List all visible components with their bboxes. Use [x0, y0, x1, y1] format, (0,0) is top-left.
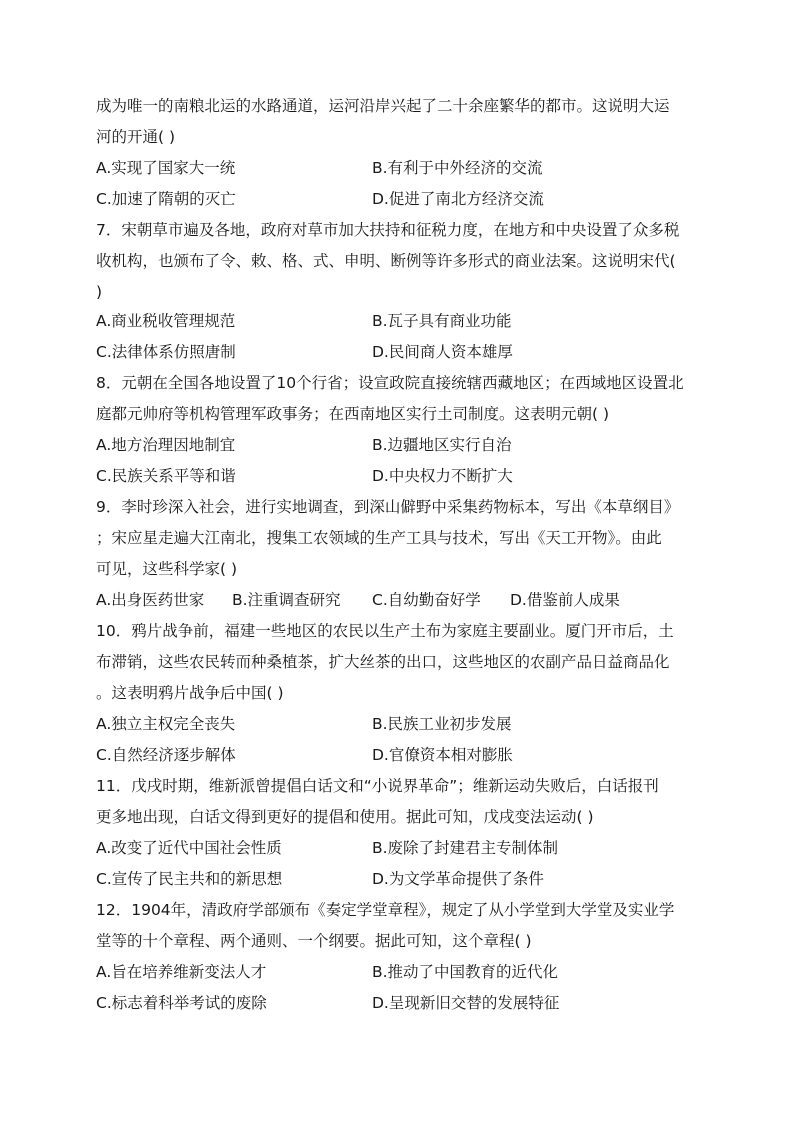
q7-option-d: D.民间商人资本雄厚 — [372, 343, 513, 361]
q6-option-d: D.促进了南北方经济交流 — [372, 190, 544, 208]
q10-text-line: 布滞销，这些农民转而种桑植茶，扩大丝茶的出口，这些地区的农副产品日益商品化 — [96, 653, 670, 671]
q8-option-d: D.中央权力不断扩大 — [372, 467, 513, 485]
q11-text-line: 更多地出现，白话文得到更好的提倡和使用。据此可知，戊戌变法运动( ) — [96, 808, 594, 826]
q7-text-line: 7．宋朝草市遍及各地，政府对草市加大扶持和征税力度，在地方和中央设置了众多税 — [96, 221, 680, 239]
q9-option-b: B.注重调查研究 — [232, 591, 341, 609]
q6-option-b: B.有利于中外经济的交流 — [372, 159, 543, 177]
q10-option-b: B.民族工业初步发展 — [372, 715, 512, 733]
q6-text-line: 河的开通( ) — [96, 128, 176, 146]
q9-option-d: D.借鉴前人成果 — [510, 591, 620, 609]
q7-text-line: 收机构，也颁布了令、敕、格、式、申明、断例等许多形式的商业法案。这说明宋代( — [96, 252, 676, 270]
q8-option-b: B.边疆地区实行自治 — [372, 436, 512, 454]
q10-option-c: C.自然经济逐步解体 — [96, 746, 236, 764]
q7-option-c: C.法律体系仿照唐制 — [96, 343, 236, 361]
q8-text-line: 8．元朝在全国各地设置了10个行省；设宣政院直接统辖西藏地区；在西域地区设置北 — [96, 374, 684, 392]
q6-option-a: A.实现了国家大一统 — [96, 159, 236, 177]
q9-text-line: 可见，这些科学家( ) — [96, 560, 238, 578]
q7-option-a: A.商业税收管理规范 — [96, 312, 236, 330]
q11-option-a: A.改变了近代中国社会性质 — [96, 839, 282, 857]
q7-option-b: B.瓦子具有商业功能 — [372, 312, 512, 330]
q12-option-d: D.呈现新旧交替的发展特征 — [372, 994, 560, 1012]
q8-option-a: A.地方治理因地制宜 — [96, 436, 236, 454]
q6-option-c: C.加速了隋朝的灭亡 — [96, 190, 236, 208]
q9-option-c: C.自幼勤奋好学 — [372, 591, 481, 609]
q10-option-d: D.官僚资本相对膨胀 — [372, 746, 513, 764]
q9-text-line: ；宋应星走遍大江南北，搜集工农领域的生产工具与技术，写出《天工开物》。由此 — [96, 529, 662, 547]
q11-option-d: D.为文学革命提供了条件 — [372, 870, 544, 888]
q9-text-line: 9．李时珍深入社会，进行实地调查，到深山僻野中采集药物标本，写出《本草纲目》 — [96, 498, 680, 516]
q12-option-b: B.推动了中国教育的近代化 — [372, 963, 559, 981]
q10-text-line: 。这表明鸦片战争后中国( ) — [96, 684, 284, 702]
q8-option-c: C.民族关系平等和谐 — [96, 467, 236, 485]
q11-option-c: C.宣传了民主共和的新思想 — [96, 870, 283, 888]
q6-text-line: 成为唯一的南粮北运的水路通道，运河沿岸兴起了二十余座繁华的都市。这说明大运 — [96, 97, 670, 115]
q7-text-line: ) — [96, 283, 103, 301]
q12-text-line: 12．1904年，清政府学部颁布《奏定学堂章程》，规定了从小学堂到大学堂及实业学 — [96, 901, 675, 919]
q8-text-line: 庭都元帅府等机构管理军政事务；在西南地区实行土司制度。这表明元朝( ) — [96, 405, 610, 423]
q10-option-a: A.独立主权完全丧失 — [96, 715, 236, 733]
q12-text-line: 堂等的十个章程、两个通则、一个纲要。据此可知，这个章程( ) — [96, 932, 532, 950]
q11-option-b: B.废除了封建君主专制体制 — [372, 839, 559, 857]
q12-option-c: C.标志着科举考试的废除 — [96, 994, 267, 1012]
q9-option-a: A.出身医药世家 — [96, 591, 205, 609]
q12-option-a: A.旨在培养维新变法人才 — [96, 963, 267, 981]
q11-text-line: 11．戊戌时期，维新派曾提倡白话文和“小说界革命”；维新运动失败后，白话报刊 — [96, 777, 659, 795]
q10-text-line: 10．鸦片战争前，福建一些地区的农民以生产土布为家庭主要副业。厦门开市后，土 — [96, 622, 674, 640]
